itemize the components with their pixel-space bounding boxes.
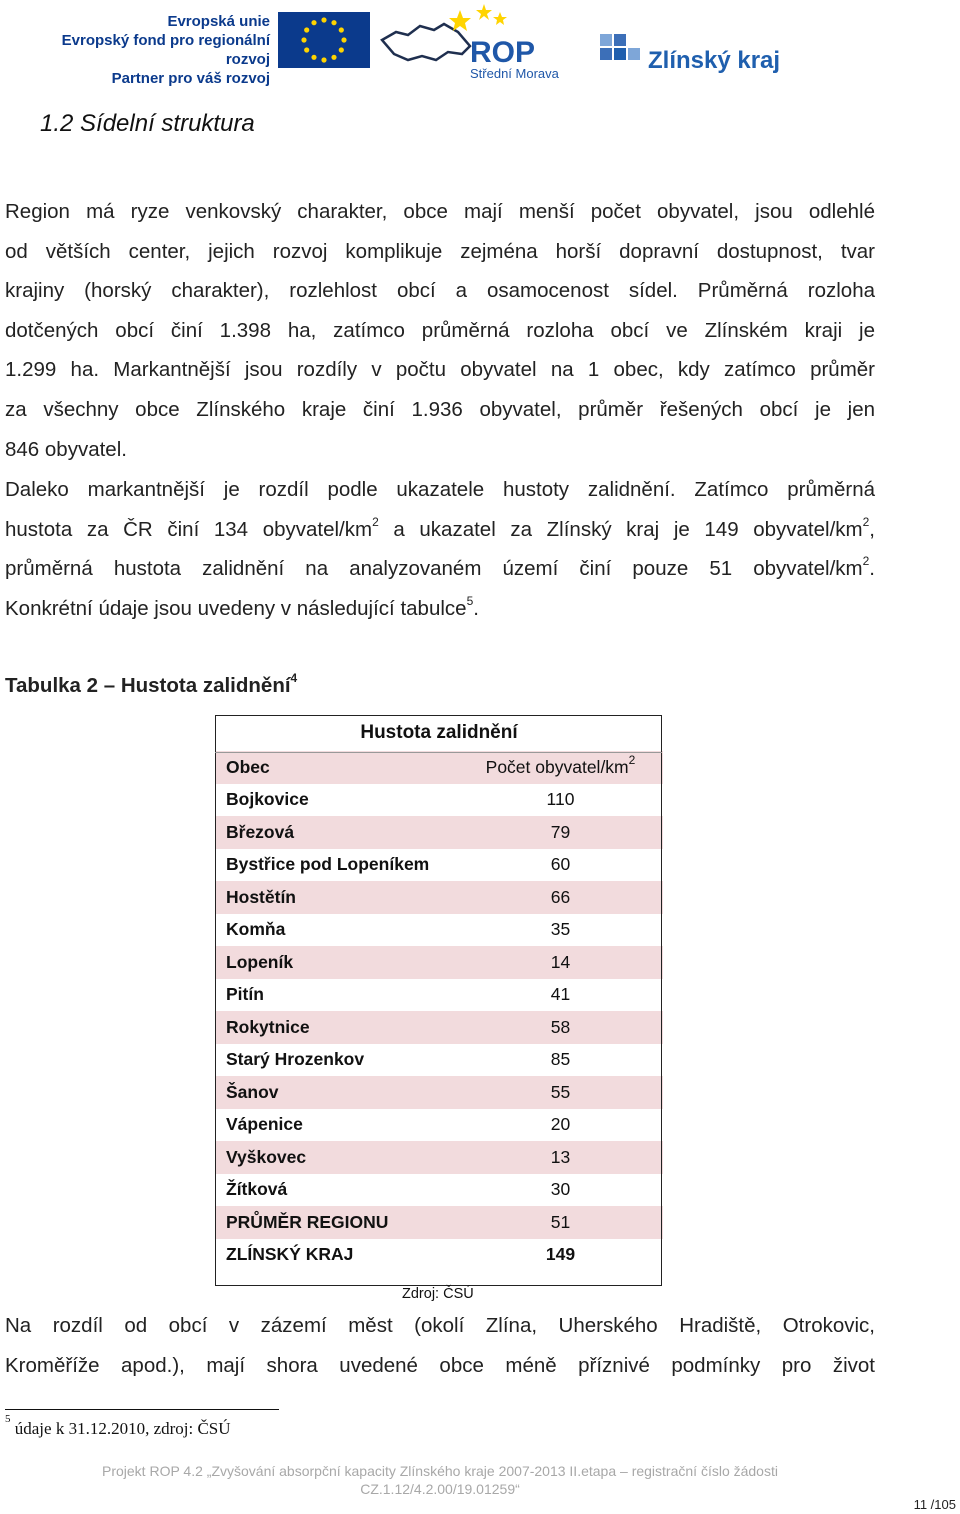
density-value: 51 bbox=[458, 1206, 663, 1239]
eu-star-icon bbox=[339, 27, 344, 32]
table-title-divider bbox=[215, 752, 662, 753]
eu-star-icon bbox=[339, 47, 344, 52]
density-value: 60 bbox=[458, 849, 663, 882]
municipality-name: PRŮMĚR REGIONU bbox=[215, 1206, 458, 1239]
table-row bbox=[215, 1011, 663, 1044]
eu-star-icon bbox=[304, 27, 309, 32]
rop-logo bbox=[378, 2, 588, 82]
paragraph-1-line: dotčených obcí činí 1.398 ha, zatímco průměrná rozloha obcí ve Zlínském kraji je bbox=[5, 318, 875, 342]
municipality-name: Starý Hrozenkov bbox=[215, 1044, 458, 1077]
star-icon bbox=[449, 4, 507, 31]
density-value: 149 bbox=[458, 1239, 663, 1272]
eu-star-icon bbox=[304, 47, 309, 52]
table-row bbox=[215, 1174, 663, 1207]
footnote-ref: 4 bbox=[290, 671, 298, 686]
table-caption: Tabulka 2 – Hustota zalidnění$^4$ bbox=[5, 671, 298, 697]
municipality-name: Bystřice pod Lopeníkem bbox=[215, 849, 458, 882]
eu-star-icon bbox=[331, 20, 336, 25]
density-value: 79 bbox=[458, 816, 663, 849]
table-row bbox=[215, 849, 663, 882]
paragraph-3-line: Na rozdíl od obcí v zázemí měst (okolí Zlína, Uherského Hradiště, Otrokovic, bbox=[5, 1314, 875, 1337]
table-row bbox=[215, 881, 663, 914]
eu-star-icon bbox=[341, 37, 346, 42]
density-value: 55 bbox=[458, 1076, 663, 1109]
density-value: 110 bbox=[458, 784, 663, 817]
paragraph-1-line: od větších center, jejich rozvoj komplikuje zejména horší dopravní dostupnost, tvar bbox=[5, 239, 875, 263]
municipality-name: Vyškovec bbox=[215, 1141, 458, 1174]
paragraph-1-line: 1.299 ha. Markantnější jsou rozdíly v počtu obyvatel na 1 obec, kdy zatímco průměr bbox=[5, 358, 875, 382]
municipality-name: Komňa bbox=[215, 914, 458, 947]
table-row bbox=[215, 784, 663, 817]
paragraph-1-line: Region má ryze venkovský charakter, obce mají menší počet obyvatel, jsou odlehlé bbox=[5, 200, 875, 223]
section-heading: 1.2 Sídelní struktura bbox=[40, 110, 255, 137]
eu-flag-icon bbox=[278, 12, 370, 68]
table-row bbox=[215, 1044, 663, 1077]
paragraph-3 bbox=[5, 1306, 875, 1385]
table-row bbox=[215, 979, 663, 1012]
eu-line-1: Evropská unie bbox=[167, 13, 270, 30]
paragraph-1-line: za všechny obce Zlínského kraje činí 1.936 obyvatel, průměr řešených obcí je jen bbox=[5, 397, 875, 421]
footnote-divider bbox=[5, 1409, 279, 1410]
eu-star-icon bbox=[311, 55, 316, 60]
municipality-name: ZLÍNSKÝ KRAJ bbox=[215, 1239, 458, 1272]
density-value: 58 bbox=[458, 1011, 663, 1044]
zlinsky-kraj-logo bbox=[598, 32, 808, 76]
table-row bbox=[215, 914, 663, 947]
table-title-row bbox=[215, 715, 663, 751]
rop-logo-text: ROP bbox=[470, 36, 536, 69]
eu-line-3: Partner pro váš rozvoj bbox=[111, 70, 270, 87]
paragraph-2-line: Konkrétní údaje jsou uvedeny v následující tabulce$^5$. bbox=[5, 593, 479, 620]
footnote-ref: 5 bbox=[466, 593, 474, 608]
paragraph-2-line: hustota za ČR činí 134 obyvatel/$km^2$ a ukazatel za Zlínský kraj je 149 obyvatel/$km^2$, bbox=[5, 514, 875, 541]
municipality-name: Bojkovice bbox=[215, 784, 458, 817]
table-row bbox=[215, 1239, 663, 1272]
density-value: 66 bbox=[458, 881, 663, 914]
eu-star-icon bbox=[331, 55, 336, 60]
zlinsky-kraj-logo-text: Zlínský kraj bbox=[648, 47, 781, 74]
rop-subtitle: Střední Morava bbox=[470, 66, 559, 81]
table-body bbox=[215, 784, 663, 1272]
eu-logo-text bbox=[18, 12, 270, 88]
table-row bbox=[215, 1141, 663, 1174]
table-header-row bbox=[215, 751, 663, 784]
eu-star-icon bbox=[301, 37, 306, 42]
paragraph-2 bbox=[5, 470, 875, 628]
table-row bbox=[215, 1076, 663, 1109]
eu-star-icon bbox=[311, 20, 316, 25]
municipality-name: Žítková bbox=[215, 1174, 458, 1207]
page-footer bbox=[40, 1462, 840, 1498]
density-value: 14 bbox=[458, 946, 663, 979]
eu-star-icon bbox=[321, 17, 326, 22]
table-row bbox=[215, 1206, 663, 1239]
density-table bbox=[215, 715, 663, 1271]
footnote: $^5$ údaje k 31.12.2010, zdroj: ČSÚ bbox=[5, 1413, 231, 1438]
density-value: 85 bbox=[458, 1044, 663, 1077]
paragraph-2-line: průměrná hustota zalidnění na analyzovaném území činí pouze 51 obyvatel/$km^2$. bbox=[5, 554, 875, 581]
municipality-name: Šanov bbox=[215, 1076, 458, 1109]
paragraph-1 bbox=[5, 192, 875, 469]
density-value: 13 bbox=[458, 1141, 663, 1174]
municipality-name: Březová bbox=[215, 816, 458, 849]
column-header-obec: Obec bbox=[215, 751, 458, 784]
municipality-name: Lopeník bbox=[215, 946, 458, 979]
density-value: 35 bbox=[458, 914, 663, 947]
table-row bbox=[215, 946, 663, 979]
footer-line-2: CZ.1.12/4.2.00/19.01259“ bbox=[360, 1481, 520, 1497]
municipality-name: Hostětín bbox=[215, 881, 458, 914]
column-header-value: Počet obyvatel/$km^2$ bbox=[458, 751, 663, 784]
density-value: 20 bbox=[458, 1109, 663, 1142]
paragraph-1-line: krajiny (horský charakter), rozlehlost obcí a osamocenost sídel. Průměrná rozloha bbox=[5, 279, 875, 303]
municipality-name: Rokytnice bbox=[215, 1011, 458, 1044]
footer-line-1: Projekt ROP 4.2 „Zvyšování absorpční kapacity Zlínského kraje 2007-2013 II.etapa – registrační číslo žádosti bbox=[102, 1463, 778, 1479]
table-row bbox=[215, 816, 663, 849]
page-number: 11 /105 bbox=[913, 1497, 956, 1512]
paragraph-2-line: Daleko markantnější je rozdíl podle ukazatele hustoty zalidnění. Zatímco průměrná bbox=[5, 478, 875, 501]
municipality-name: Vápenice bbox=[215, 1109, 458, 1142]
eu-line-2: Evropský fond pro regionální rozvoj bbox=[61, 32, 270, 68]
eu-star-icon bbox=[321, 57, 326, 62]
density-value: 41 bbox=[458, 979, 663, 1012]
municipality-name: Pitín bbox=[215, 979, 458, 1012]
table-row bbox=[215, 1109, 663, 1142]
table-source: Zdroj: ČSÚ bbox=[402, 1286, 474, 1302]
paragraph-3-line: Kroměříže apod.), mají shora uvedené obce méně příznivé podmínky pro život bbox=[5, 1353, 875, 1377]
paragraph-1-line: 846 obyvatel. bbox=[5, 437, 127, 461]
table-title: Hustota zalidnění bbox=[215, 715, 663, 751]
density-value: 30 bbox=[458, 1174, 663, 1207]
